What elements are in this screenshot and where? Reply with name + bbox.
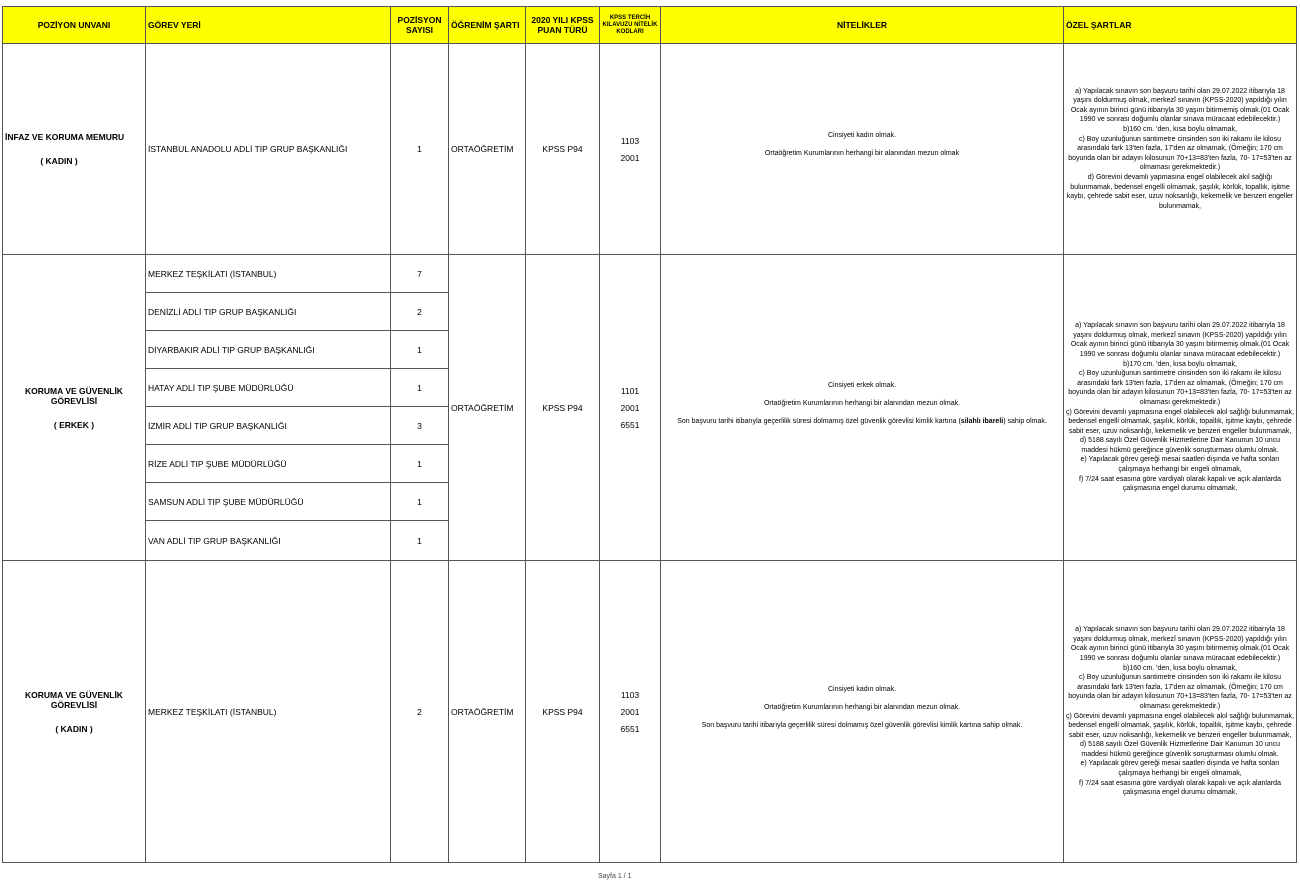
nitelik-item: Cinsiyeti kadın olmak. bbox=[827, 685, 897, 693]
code-item: 1101 bbox=[620, 385, 640, 396]
education-cell: ORTAÖĞRETİM bbox=[449, 44, 526, 255]
codes-cell bbox=[600, 561, 661, 863]
table-row bbox=[3, 561, 1297, 863]
place-count: 1 bbox=[391, 331, 449, 369]
kpss-cell: KPSS P94 bbox=[526, 255, 600, 561]
education-cell: ORTAÖĞRETİM bbox=[449, 255, 526, 561]
place-name: MERKEZ TEŞKİLATI (İSTANBUL) bbox=[146, 561, 391, 863]
code-item: 1103 bbox=[620, 689, 640, 700]
nitelik-item: Cinsiyeti erkek olmak. bbox=[827, 381, 897, 389]
place-count: 1 bbox=[391, 483, 449, 521]
code-item: 2001 bbox=[620, 402, 640, 413]
table-row bbox=[3, 255, 1297, 293]
ozel-item: d) 5188 sayılı Özel Güvenlik Hizmetlerine Dair Kanunun 10 uncu maddesi hükmü gereğince güvenlik soruşturması olumlu olmak. bbox=[1080, 741, 1280, 758]
place-count: 2 bbox=[391, 561, 449, 863]
education-cell: ORTAÖĞRETİM bbox=[449, 561, 526, 863]
position-title: KORUMA VE GÜVENLİK GÖREVLİSİ bbox=[25, 385, 123, 406]
kpss-cell: KPSS P94 bbox=[526, 44, 600, 255]
ozel-item: c) Boy uzunluğunun santimetre cinsinden son iki rakamı ile kilosu arasındaki fark 13'ten fazla, 17'den az olmamak, (Örneğin; 170 cm boyunda olan bir adayın kilosunun 70+13=83'ten fazla, 70- 17=53'ten az olmaması gerekmektedir.) bbox=[1068, 135, 1292, 172]
position-title-cell bbox=[3, 561, 146, 863]
ozel-item: c) Boy uzunluğunun santimetre cinsinden son iki rakamı ile kilosu arasındaki fark 13'ten fazla, 17'den az olmamak, (Örneğin; 170 cm boyunda olan bir adayın kilosunun 70+13=83'ten fazla, 70- 17=53'ten az olmaması gerekmektedir.) bbox=[1068, 370, 1292, 406]
code-item: 2001 bbox=[620, 706, 640, 717]
nitelik-item: Ortaöğretim Kurumlarının herhangi bir alanından mezun olmak. bbox=[763, 399, 961, 407]
position-gender: ( ERKEK ) bbox=[53, 419, 95, 430]
ozel-sartlar-cell bbox=[1064, 44, 1297, 255]
place-count: 1 bbox=[391, 521, 449, 561]
ozel-sartlar-cell bbox=[1064, 255, 1297, 561]
code-item: 2001 bbox=[620, 152, 640, 163]
page-footer: Sayfa 1 / 1 bbox=[598, 873, 632, 880]
place-count: 1 bbox=[391, 369, 449, 407]
table-row bbox=[3, 44, 1297, 255]
code-item: 1103 bbox=[620, 135, 640, 146]
nitelikler-cell bbox=[661, 561, 1064, 863]
place-name: VAN ADLİ TIP GRUP BAŞKANLIĞI bbox=[146, 521, 391, 561]
place-count: 1 bbox=[391, 445, 449, 483]
nitelik-item: Ortaöğretim Kurumlarının herhangi bir alanından mezun olmak. bbox=[763, 703, 961, 711]
codes-cell bbox=[600, 44, 661, 255]
ozel-sartlar-cell bbox=[1064, 561, 1297, 863]
ozel-item: a) Yapılacak sınavın son başvuru tarihi olan 29.07.2022 itibarıyla 18 yaşını doldurmuş olmak, merkezî sınavın (KPSS-2020) yapıldığı yılın Ocak ayının birinci günü itibarıyla 30 yaşını bitirmemiş olmak.(01 Ocak 1990 ve sonrası doğumlu olanlar sınava müracaat edebilecektir.) bbox=[1070, 626, 1290, 662]
nitelikler-cell bbox=[661, 255, 1064, 561]
nitelik-item: Cinsiyeti kadın olmak. bbox=[827, 132, 897, 139]
place-count: 7 bbox=[391, 255, 449, 293]
kpss-cell: KPSS P94 bbox=[526, 561, 600, 863]
nitelikler-cell bbox=[661, 44, 1064, 255]
col-gorev-yeri: GÖREV YERİ bbox=[146, 7, 391, 44]
position-title-cell bbox=[3, 44, 146, 255]
col-pozisyon-unvani: POZİYON UNVANI bbox=[3, 7, 146, 44]
ozel-item: b)170 cm. 'den, kısa boylu olmamak, bbox=[1123, 360, 1237, 368]
place-name: İZMİR ADLİ TIP GRUP BAŞKANLIĞI bbox=[146, 407, 391, 445]
col-ogrenim-sarti: ÖĞRENİM ŞARTI bbox=[449, 7, 526, 44]
ozel-item: f) 7/24 saat esasına göre vardiyalı olarak kapalı ve açık alanlarda çalışmasına engel durumu olmamak, bbox=[1079, 475, 1281, 493]
col-ozel-sartlar: ÖZEL ŞARTLAR bbox=[1064, 7, 1297, 44]
place-count: 2 bbox=[391, 293, 449, 331]
ozel-item: e) Yapılacak görev gereği mesai saatleri dışında ve hafta sonları çalışmaya herhangi bir engeli olmamak, bbox=[1080, 456, 1280, 474]
place-count: 3 bbox=[391, 407, 449, 445]
position-title: KORUMA VE GÜVENLİK GÖREVLİSİ bbox=[25, 689, 123, 710]
ozel-item: a) Yapılacak sınavın son başvuru tarihi olan 29.07.2022 itibarıyla 18 yaşını doldurmuş olmak, merkezî sınavın (KPSS-2020) yapıldığı yılın Ocak ayının birinci günü itibarıyla 30 yaşını bitirmemiş olmak.(01 Ocak 1990 ve sonrası doğumlu olanlar sınava müracaat edebilecektir.) bbox=[1070, 322, 1290, 358]
col-pozisyon-sayisi: POZİSYON SAYISI bbox=[391, 7, 449, 44]
ozel-item: b)160 cm. 'den, kısa boylu olmamak, bbox=[1123, 126, 1237, 134]
nitelik-item: Ortaöğretim Kurumlarının herhangi bir alanından mezun olmak bbox=[764, 150, 960, 157]
place-name: DİYARBAKIR ADLİ TIP GRUP BAŞKANLIĞI bbox=[146, 331, 391, 369]
place-name: SAMSUN ADLİ TIP ŞUBE MÜDÜRLÜĞÜ bbox=[146, 483, 391, 521]
positions-table bbox=[2, 6, 1297, 863]
position-gender: ( KADIN ) bbox=[55, 723, 93, 734]
nitelik-item: Son başvuru tarihi itibarıyla geçerlilik süresi dolmamış özel güvenlik görevlisi kimlik kartına (silahlı ibareli) sahip olmak. bbox=[677, 417, 1047, 425]
header-row bbox=[3, 7, 1297, 44]
place-name: MERKEZ TEŞKİLATI (İSTANBUL) bbox=[146, 255, 391, 293]
code-item: 6551 bbox=[620, 419, 640, 430]
ozel-item: ç) Görevini devamlı yapmasına engel olabilecek akıl sağlığı bulunmamak, bedensel engelli olmamak, şaşılık, körlük, topallık, işitme kaybı, çehrede sabit eser, uzuv noksanlığı, kekemelik ve benzeri engeller bulunmamak, bbox=[1066, 408, 1295, 435]
place-name: HATAY ADLİ TIP ŞUBE MÜDÜRLÜĞÜ bbox=[146, 369, 391, 407]
position-title-cell bbox=[3, 255, 146, 561]
place-name: DENİZLİ ADLİ TIP GRUP BAŞKANLIĞI bbox=[146, 293, 391, 331]
codes-cell bbox=[600, 255, 661, 561]
ozel-item: c) Boy uzunluğunun santimetre cinsinden son iki rakamı ile kilosu arasındaki fark 13'ten fazla, 17'den az olmamak, (Örneğin; 170 cm boyunda olan bir adayın kilosunun 70+13=83'ten fazla, 70- 17=53'ten az olmaması gerekmektedir.) bbox=[1068, 674, 1292, 710]
ozel-item: a) Yapılacak sınavın son başvuru tarihi olan 29.07.2022 itibarıyla 18 yaşını doldurmuş olmak, merkezî sınavın (KPSS-2020) yapıldığı yılın Ocak ayının birinci günü itibarıyla 30 yaşını bitirmemiş olmak.(01 Ocak 1990 ve sonrası doğumlu olanlar sınava müracaat edebilecektir.) bbox=[1070, 87, 1290, 124]
place-name: RİZE ADLİ TIP ŞUBE MÜDÜRLÜĞÜ bbox=[146, 445, 391, 483]
position-title: İNFAZ VE KORUMA MEMURU bbox=[5, 132, 125, 142]
ozel-item: e) Yapılacak görev gereği mesai saatleri dışında ve hafta sonları çalışmaya herhangi bir engeli olmamak, bbox=[1080, 760, 1280, 778]
col-kpss-kodlari: KPSS TERCİH KILAVUZU NİTELİK KODLARI bbox=[600, 7, 661, 44]
position-gender: ( KADIN ) bbox=[40, 156, 78, 166]
ozel-item: d) Görevini devamlı yapmasına engel olabilecek akıl sağlığı bulunmamak, bedensel engelli olmamak, şaşılık, körlük, topallık, işitme kaybı, çehrede sabit eser, uzuv noksanlığı, kekemelik ve benzeri engeller bulunmamak, bbox=[1066, 173, 1294, 210]
ozel-item: d) 5188 sayılı Özel Güvenlik Hizmetlerine Dair Kanunun 10 uncu maddesi hükmü gereğince güvenlik soruşturması olumlu olmak. bbox=[1080, 437, 1280, 454]
ozel-item: f) 7/24 saat esasına göre vardiyalı olarak kapalı ve açık alanlarda çalışmasına engel durumu olmamak, bbox=[1079, 779, 1281, 797]
place-count: 1 bbox=[391, 44, 449, 255]
ozel-item: ç) Görevini devamlı yapmasına engel olabilecek akıl sağlığı bulunmamak, bedensel engelli olmamak, şaşılık, körlük, topallık, işitme kaybı, çehrede sabit eser, uzuv noksanlığı, kekemelik ve benzeri engeller bulunmamak, bbox=[1066, 712, 1295, 739]
col-nitelikler: NİTELİKLER bbox=[661, 7, 1064, 44]
ozel-item: b)160 cm. 'den, kısa boylu olmamak, bbox=[1123, 664, 1237, 672]
nitelik-item: Son başvuru tarihi itibarıyla geçerlilik süresi dolmamış özel güvenlik görevlisi kimlik kartına sahip olmak. bbox=[701, 721, 1023, 729]
col-kpss-puan-turu: 2020 YILI KPSS PUAN TÜRÜ bbox=[526, 7, 600, 44]
place-name: İSTANBUL ANADOLU ADLİ TIP GRUP BAŞKANLIĞI bbox=[146, 44, 391, 255]
code-item: 6551 bbox=[620, 723, 640, 734]
